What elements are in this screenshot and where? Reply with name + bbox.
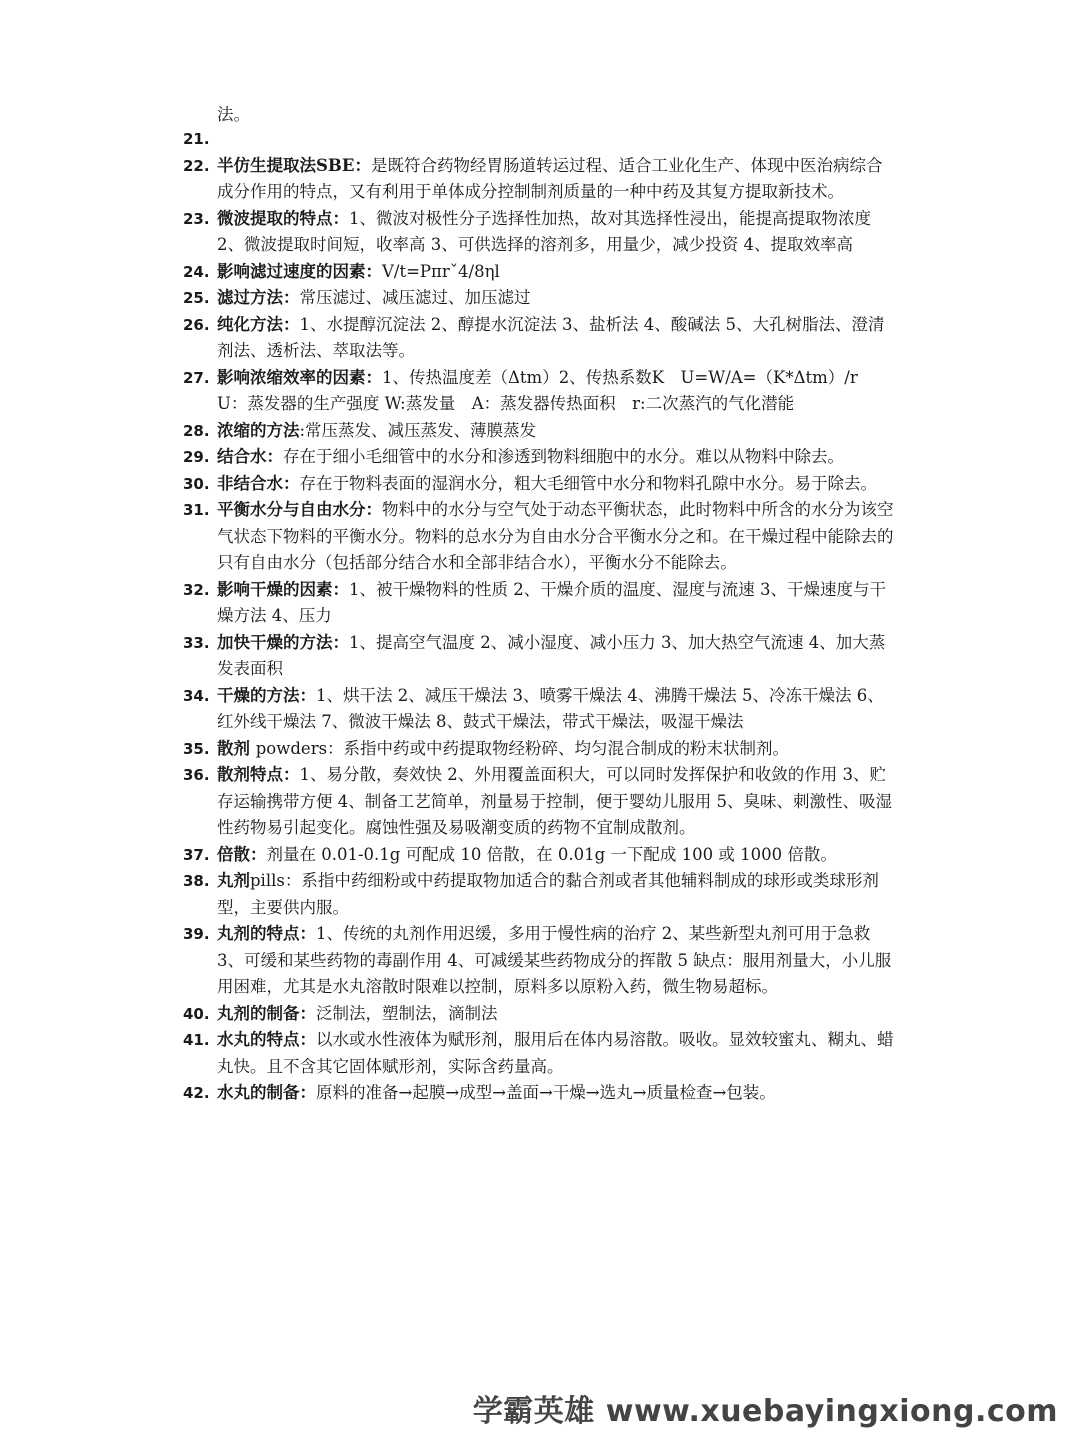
item-number: 42. bbox=[183, 1084, 210, 1102]
list-item bbox=[0, 471, 897, 498]
list-item bbox=[0, 418, 897, 445]
item-number: 33. bbox=[183, 633, 210, 652]
item-text: 1、水提醇沉淀法 2、醇提水沉淀法 3、盐析法 4、酸碱法 5、大孔树脂法、澄清剂法、透析法、萃取法等。 bbox=[217, 314, 885, 360]
item-text: 物料中的水分与空气处于动态平衡状态，此时物料中所含的水分为该空气状态下物料的平衡水分。物料的总水分为自由水分合平衡水分之和。在干燥过程中能除去的只有自由水分（包括部分结合水和全部非结合水），平衡水分不能除去。 bbox=[217, 500, 894, 572]
item-number: 37. bbox=[183, 845, 210, 864]
item-text: 1、烘干法 2、减压干燥法 3、喷雾干燥法 4、沸腾干燥法 5、冷冻干燥法 6、红外线干燥法 7、微波干燥法 8、鼓式干燥法，带式干燥法，吸湿干燥法 bbox=[217, 685, 884, 731]
list-item bbox=[0, 444, 897, 471]
item-term: 影响浓缩效率的因素： bbox=[217, 367, 382, 387]
item-text: V/t=Pπrˇ4/8ηl bbox=[382, 261, 500, 281]
item-term: 结合水： bbox=[217, 447, 283, 466]
item-number: 26. bbox=[183, 315, 210, 334]
item-term: 平衡水分与自由水分： bbox=[217, 500, 382, 519]
item-term: 丸剂的制备： bbox=[217, 1003, 316, 1023]
item-term: 滤过方法： bbox=[217, 288, 300, 307]
item-text: 以水或水性液体为赋形剂，服用后在体内易溶散。吸收。显效较蜜丸、糊丸、蜡丸快。且不含其它固体赋形剂，实际含药量高。 bbox=[217, 1030, 894, 1076]
item-number: 40. bbox=[183, 1004, 210, 1023]
item-term: 丸剂的特点： bbox=[217, 924, 316, 943]
item-number: 34. bbox=[183, 686, 210, 705]
list-item bbox=[0, 577, 897, 630]
item-number: 30. bbox=[183, 474, 210, 493]
item-term: 浓缩的方法 bbox=[217, 420, 300, 440]
item-text: 存在于物料表面的湿润水分，粗大毛细管中水分和物料孔隙中水分。易于除去。 bbox=[299, 473, 877, 493]
list-item bbox=[0, 206, 897, 259]
item-number: 29. bbox=[183, 448, 210, 466]
item-text: 1、提高空气温度 2、减小湿度、减小压力 3、加大热空气流速 4、加大蒸发表面积 bbox=[217, 632, 886, 678]
definition-list bbox=[0, 126, 1080, 1107]
item-text: 原料的准备→起膜→成型→盖面→干燥→选丸→质量检查→包装。 bbox=[316, 1083, 776, 1102]
item-term: 散剂特点： bbox=[217, 765, 300, 784]
list-item bbox=[0, 365, 897, 418]
item-text: powders：系指中药或中药提取物经粉碎、均匀混合制成的粉末状制剂。 bbox=[255, 738, 790, 758]
item-term: 影响滤过速度的因素： bbox=[217, 261, 382, 281]
item-number: 32. bbox=[183, 580, 210, 599]
item-term: 散剂 bbox=[217, 738, 256, 758]
item-text: 1、传统的丸剂作用迟缓，多用于慢性病的治疗 2、某些新型丸剂可用于急救 3、可缓和某些药物的毒副作用 4、可减缓某些药物成分的挥散 5 缺点：服用剂量大，小儿服用困难，尤其是水丸溶散时限难以控制，原料多以原粉入药，微生物易超标。 bbox=[217, 924, 892, 996]
item-text: 剂量在 0.01-0.1g 可配成 10 倍散，在 0.01g 一下配成 100 或 1000 倍散。 bbox=[266, 844, 837, 864]
item-text: 1、传热温度差（Δtm）2、传热系数K U=W/A=（K*Δtm）/r U：蒸发器的生产强度 W:蒸发量 A：蒸发器传热面积 r:二次蒸汽的气化潜能 bbox=[217, 367, 875, 413]
item-number: 35. bbox=[183, 739, 210, 758]
continuation-text: 法。 bbox=[217, 105, 250, 124]
item-number: 41. bbox=[183, 1031, 210, 1049]
item-number: 25. bbox=[183, 289, 210, 307]
list-item bbox=[0, 842, 897, 869]
item-term: 微波提取的特点： bbox=[217, 208, 349, 228]
list-item bbox=[0, 126, 897, 153]
item-term: 半仿生提取法SBE： bbox=[217, 155, 371, 175]
item-number: 28. bbox=[183, 421, 210, 440]
item-term: 影响干燥的因素： bbox=[217, 579, 349, 599]
list-item bbox=[0, 1080, 897, 1107]
item-number: 39. bbox=[183, 925, 210, 943]
item-term: 丸剂 bbox=[217, 871, 250, 890]
item-number: 22. bbox=[183, 156, 210, 175]
item-number: 24. bbox=[183, 262, 210, 281]
list-item bbox=[0, 630, 897, 683]
item-text: 存在于细小毛细管中的水分和渗透到物料细胞中的水分。难以从物料中除去。 bbox=[283, 447, 844, 466]
item-text: 常压滤过、减压滤过、加压滤过 bbox=[299, 288, 531, 307]
item-text: 1、微波对极性分子选择性加热，故对其选择性浸出，能提高提取物浓度 2、微波提取时间短，收率高 3、可供选择的溶剂多，用量少，减少投资 4、提取效率高 bbox=[217, 208, 871, 254]
list-item bbox=[0, 921, 897, 1001]
list-item bbox=[0, 762, 897, 842]
item-text: 是既符合药物经胃肠道转运过程、适合工业化生产、体现中医治病综合成分作用的特点，又有利用于单体成分控制制剂质量的一种中药及其复方提取新技术。 bbox=[217, 155, 883, 201]
list-item bbox=[0, 736, 897, 763]
list-item bbox=[0, 497, 897, 577]
item-number: 31. bbox=[183, 501, 210, 519]
item-text: pills：系指中药细粉或中药提取物加适合的黏合剂或者其他辅料制成的球形或类球形剂型，主要供内服。 bbox=[217, 871, 879, 917]
item-text: 1、易分散，奏效快 2、外用覆盖面积大，可以同时发挥保护和收敛的作用 3、贮存运输携带方便 4、制备工艺简单，剂量易于控制，便于婴幼儿服用 5、臭味、刺激性、吸湿性药物易引起变化。腐蚀性强及易吸潮变质的药物不宜制成散剂。 bbox=[217, 765, 892, 837]
item-number: 36. bbox=[183, 766, 210, 784]
item-text: :常压蒸发、减压蒸发、薄膜蒸发 bbox=[299, 420, 537, 440]
item-term: 水丸的制备： bbox=[217, 1083, 316, 1102]
watermark-footer: 学霸英雄 www.xuebayingxiong.com bbox=[472, 1394, 1058, 1429]
item-term: 干燥的方法： bbox=[217, 685, 316, 705]
item-term: 加快干燥的方法： bbox=[217, 632, 349, 652]
item-term: 倍散： bbox=[217, 844, 267, 864]
item-number: 38. bbox=[183, 872, 210, 890]
item-text: 泛制法，塑制法，滴制法 bbox=[316, 1003, 498, 1023]
list-item bbox=[0, 285, 897, 312]
list-item bbox=[0, 1001, 897, 1028]
item-number: 27. bbox=[183, 368, 210, 387]
item-term: 纯化方法： bbox=[217, 314, 300, 334]
list-item bbox=[0, 1027, 897, 1080]
list-item bbox=[0, 153, 897, 206]
item-term: 水丸的特点： bbox=[217, 1030, 316, 1049]
item-number: 21. bbox=[183, 130, 210, 148]
list-item bbox=[0, 683, 897, 736]
list-item bbox=[0, 312, 897, 365]
list-item bbox=[0, 868, 897, 921]
item-text: 1、被干燥物料的性质 2、干燥介质的温度、湿度与流速 3、干燥速度与干燥方法 4、压力 bbox=[217, 579, 886, 625]
item-term: 非结合水： bbox=[217, 473, 300, 493]
list-item bbox=[0, 259, 897, 286]
item-number: 23. bbox=[183, 209, 210, 228]
